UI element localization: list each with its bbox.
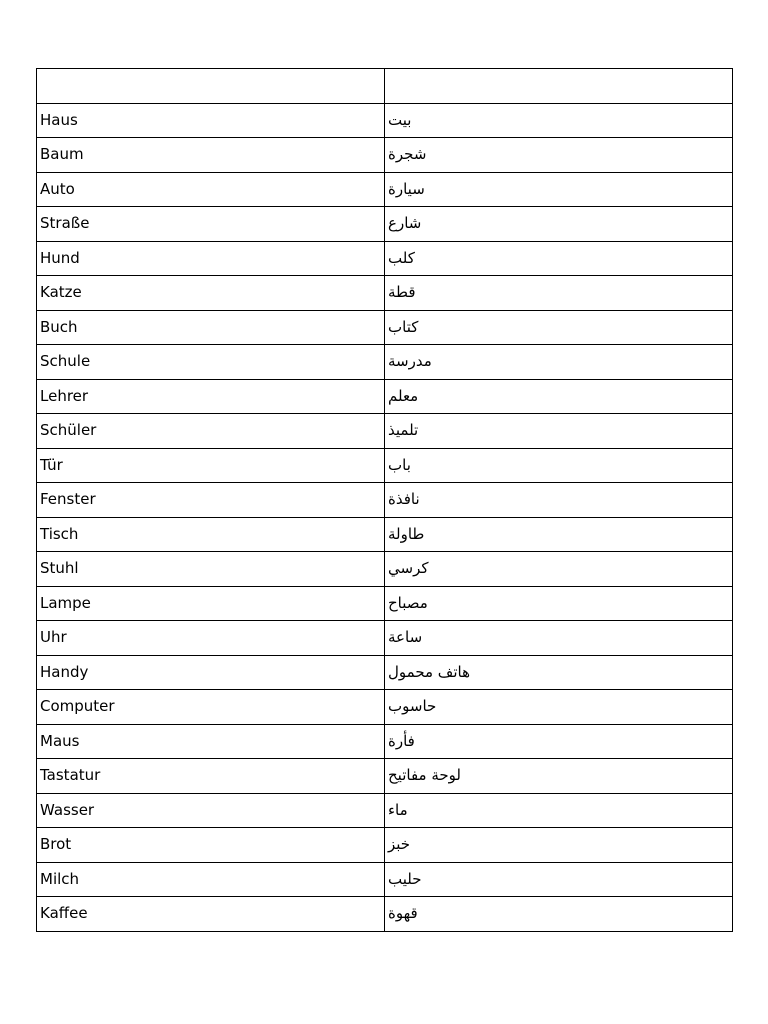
table-row — [37, 276, 733, 311]
arabic-word-cell — [385, 276, 733, 311]
arabic-word-cell — [385, 172, 733, 207]
table-row — [37, 621, 733, 656]
arabic-word-cell — [385, 552, 733, 587]
arabic-word: كلب — [388, 248, 415, 267]
german-word-cell: Lehrer — [37, 379, 385, 414]
arabic-word: نافذة — [388, 490, 420, 509]
german-word-cell: Lampe — [37, 586, 385, 621]
table-row — [37, 724, 733, 759]
german-word-cell: Maus — [37, 724, 385, 759]
arabic-word: باب — [388, 455, 411, 474]
arabic-word-cell — [385, 483, 733, 518]
table-row — [37, 414, 733, 449]
german-word-cell: Fenster — [37, 483, 385, 518]
table-row — [37, 207, 733, 242]
arabic-word-cell — [385, 241, 733, 276]
table-row — [37, 379, 733, 414]
arabic-word-cell — [385, 414, 733, 449]
arabic-word: لوحة مفاتيح — [388, 766, 461, 785]
german-word-cell: Brot — [37, 828, 385, 863]
table-row — [37, 345, 733, 380]
table-row — [37, 483, 733, 518]
arabic-word: حليب — [388, 869, 422, 888]
arabic-word-cell — [385, 759, 733, 794]
arabic-word-cell — [385, 828, 733, 863]
german-word-cell: Stuhl — [37, 552, 385, 587]
german-word-cell: Kaffee — [37, 897, 385, 932]
table-row — [37, 690, 733, 725]
german-word-cell: Hund — [37, 241, 385, 276]
table-row — [37, 897, 733, 932]
arabic-word-cell — [385, 517, 733, 552]
arabic-word-cell — [385, 862, 733, 897]
vocabulary-table-body — [37, 69, 733, 932]
table-row — [37, 862, 733, 897]
german-word-cell: Straße — [37, 207, 385, 242]
arabic-word: ساعة — [388, 628, 423, 647]
table-header-row — [37, 69, 733, 104]
german-word-cell: Auto — [37, 172, 385, 207]
arabic-word: كتاب — [388, 317, 419, 336]
german-word-cell: Schüler — [37, 414, 385, 449]
table-row — [37, 655, 733, 690]
table-row — [37, 517, 733, 552]
german-word-cell: Handy — [37, 655, 385, 690]
arabic-word-cell — [385, 345, 733, 380]
arabic-word: مصباح — [388, 593, 428, 612]
german-word-cell: Tisch — [37, 517, 385, 552]
table-row — [37, 138, 733, 173]
german-word-cell: Haus — [37, 103, 385, 138]
arabic-word: كرسي — [388, 559, 429, 578]
arabic-word: شارع — [388, 214, 422, 233]
arabic-word: خبز — [388, 835, 411, 854]
arabic-word-cell — [385, 448, 733, 483]
german-word-cell: Baum — [37, 138, 385, 173]
arabic-word: مدرسة — [388, 352, 432, 371]
arabic-word: ماء — [388, 800, 408, 819]
german-word-cell: Uhr — [37, 621, 385, 656]
table-row — [37, 552, 733, 587]
arabic-word-cell — [385, 793, 733, 828]
german-word-cell: Schule — [37, 345, 385, 380]
german-word-cell: Computer — [37, 690, 385, 725]
german-word-cell: Buch — [37, 310, 385, 345]
header-cell-arabic — [385, 69, 733, 104]
table-row — [37, 793, 733, 828]
arabic-word-cell — [385, 621, 733, 656]
arabic-word: سيارة — [388, 179, 425, 198]
arabic-word-cell — [385, 586, 733, 621]
table-row — [37, 241, 733, 276]
arabic-word: هاتف محمول — [388, 662, 470, 681]
table-row — [37, 310, 733, 345]
header-cell-german — [37, 69, 385, 104]
arabic-word: قطة — [388, 283, 416, 302]
german-word-cell: Katze — [37, 276, 385, 311]
arabic-word: طاولة — [388, 524, 425, 543]
arabic-word-cell — [385, 724, 733, 759]
table-row — [37, 828, 733, 863]
arabic-word-cell — [385, 690, 733, 725]
arabic-word: معلم — [388, 386, 419, 405]
table-row — [37, 448, 733, 483]
table-row — [37, 586, 733, 621]
table-row — [37, 103, 733, 138]
arabic-word-cell — [385, 310, 733, 345]
german-word-cell: Tastatur — [37, 759, 385, 794]
german-word-cell: Milch — [37, 862, 385, 897]
german-word-cell: Tür — [37, 448, 385, 483]
arabic-word: قهوة — [388, 904, 418, 923]
arabic-word: شجرة — [388, 145, 427, 164]
arabic-word: حاسوب — [388, 697, 437, 716]
german-word-cell: Wasser — [37, 793, 385, 828]
arabic-word-cell — [385, 379, 733, 414]
arabic-word: تلميذ — [388, 421, 419, 440]
arabic-word-cell — [385, 207, 733, 242]
arabic-word-cell — [385, 655, 733, 690]
arabic-word-cell — [385, 138, 733, 173]
table-row — [37, 759, 733, 794]
arabic-word: فأرة — [388, 731, 415, 750]
arabic-word: بيت — [388, 110, 412, 129]
arabic-word-cell — [385, 897, 733, 932]
vocabulary-table — [36, 68, 733, 932]
arabic-word-cell — [385, 103, 733, 138]
table-row — [37, 172, 733, 207]
